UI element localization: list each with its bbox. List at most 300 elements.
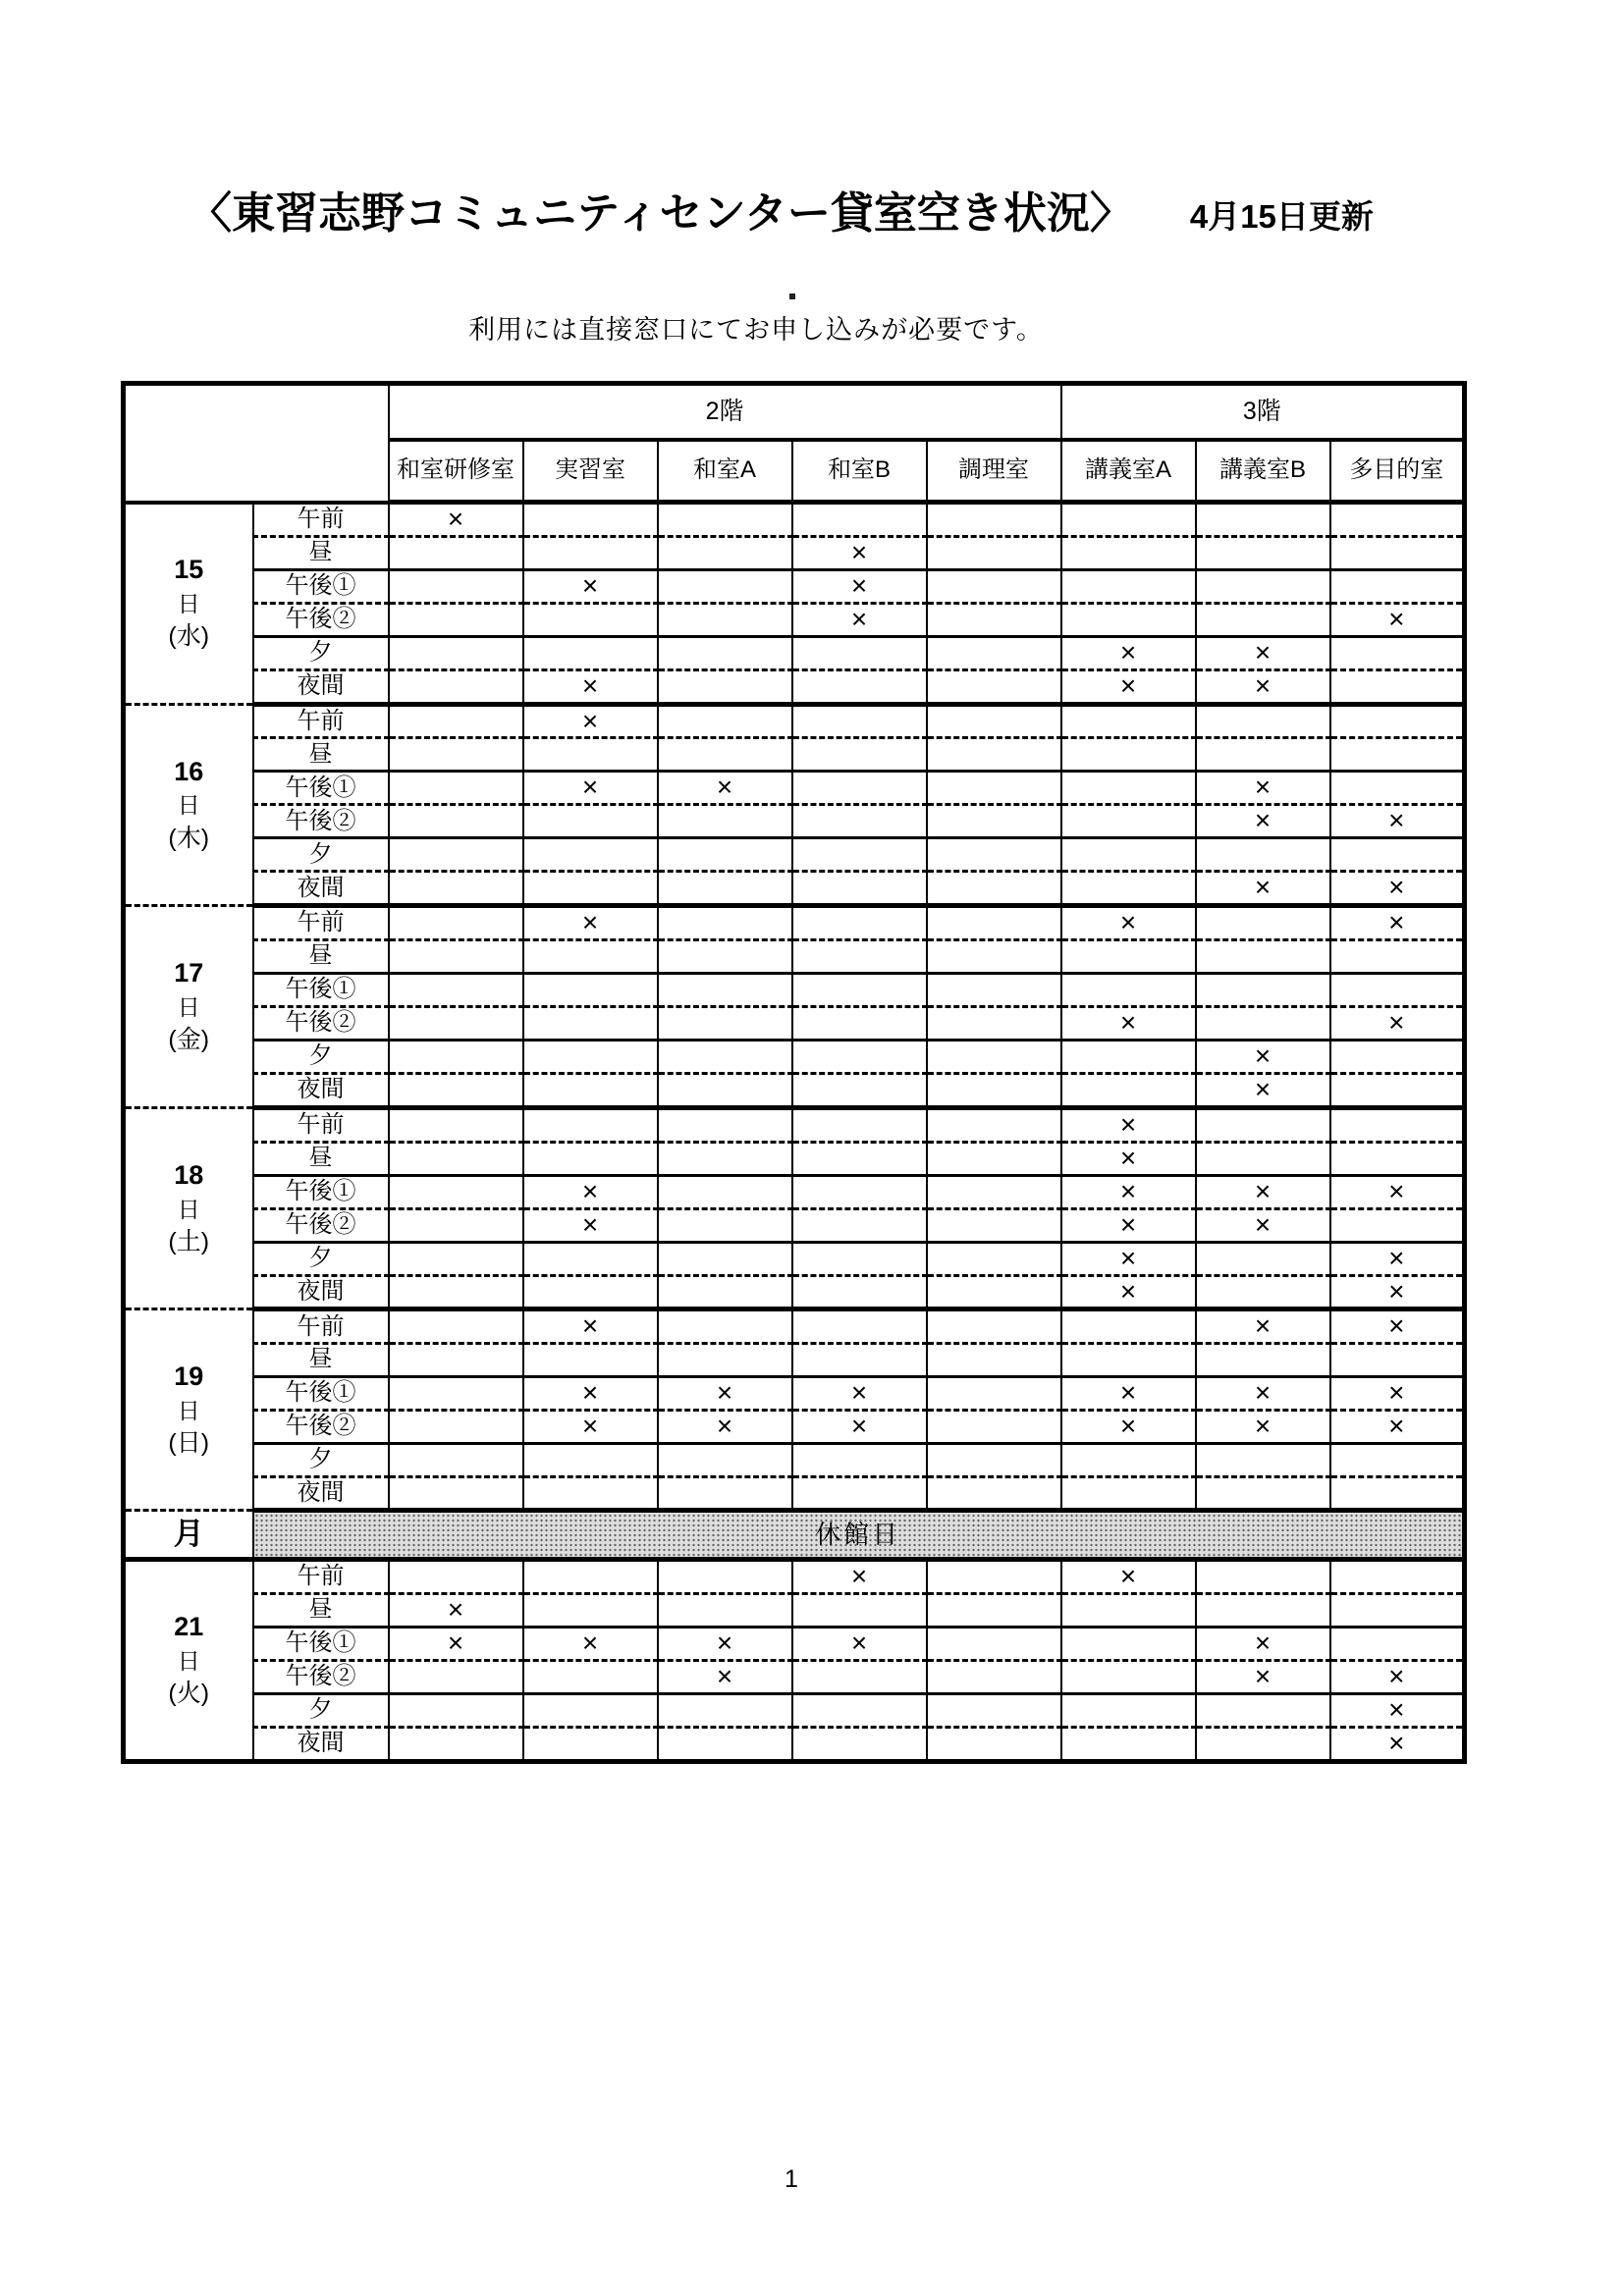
- availability-cell: ×: [1061, 636, 1196, 669]
- time-slot-label: 夕: [253, 838, 389, 872]
- availability-cell: ×: [523, 1377, 658, 1411]
- time-slot-label: 午後①: [253, 569, 389, 603]
- availability-cell: [792, 738, 927, 772]
- time-slot-row: [124, 1477, 1465, 1511]
- availability-cell: [389, 1142, 523, 1175]
- availability-cell: ×: [1330, 1660, 1465, 1693]
- availability-cell: [927, 569, 1061, 603]
- availability-cell: [389, 1242, 523, 1275]
- availability-table: [121, 381, 1467, 1764]
- availability-cell: ×: [1196, 1175, 1330, 1208]
- availability-cell: ×: [1061, 1175, 1196, 1208]
- availability-cell: [1196, 973, 1330, 1006]
- time-slot-row: [124, 669, 1465, 704]
- availability-cell: ×: [658, 1411, 792, 1444]
- time-slot-row: [124, 1275, 1465, 1309]
- availability-cell: ×: [792, 1377, 927, 1411]
- availability-cell: [792, 1175, 927, 1208]
- availability-cell: [658, 1242, 792, 1275]
- time-slot-label: 昼: [253, 1593, 389, 1627]
- availability-cell: ×: [658, 1377, 792, 1411]
- availability-cell: ×: [792, 1560, 927, 1594]
- availability-cell: [927, 1344, 1061, 1377]
- day-unit: 日: [177, 1397, 200, 1423]
- time-slot-row: [124, 1006, 1465, 1040]
- availability-cell: [389, 939, 523, 973]
- availability-cell: [927, 1727, 1061, 1761]
- availability-cell: ×: [1196, 1208, 1330, 1242]
- availability-cell: [1196, 906, 1330, 940]
- availability-cell: [389, 805, 523, 838]
- availability-cell: [792, 1344, 927, 1377]
- availability-cell: [792, 838, 927, 872]
- time-slot-row: [124, 536, 1465, 569]
- availability-cell: [1061, 603, 1196, 636]
- day-unit: 日: [177, 993, 200, 1020]
- availability-cell: ×: [1330, 872, 1465, 906]
- availability-cell: ×: [1061, 1377, 1196, 1411]
- availability-cell: [927, 872, 1061, 906]
- availability-cell: [523, 939, 658, 973]
- availability-cell: [523, 1040, 658, 1073]
- availability-cell: [1061, 1040, 1196, 1073]
- availability-cell: [792, 1142, 927, 1175]
- availability-cell: [792, 1208, 927, 1242]
- time-slot-label: 夜間: [253, 1477, 389, 1511]
- availability-cell: [658, 738, 792, 772]
- day-date: 16: [174, 756, 204, 786]
- availability-cell: [658, 1175, 792, 1208]
- availability-cell: [927, 704, 1061, 738]
- time-slot-label: 夜間: [253, 669, 389, 704]
- availability-cell: [792, 1444, 927, 1477]
- availability-cell: [927, 1560, 1061, 1594]
- availability-cell: [1061, 503, 1196, 537]
- availability-cell: [1330, 536, 1465, 569]
- availability-cell: ×: [389, 1627, 523, 1660]
- availability-cell: [658, 1275, 792, 1309]
- availability-cell: [927, 603, 1061, 636]
- day-cell: 月: [124, 1511, 253, 1560]
- availability-cell: [927, 1242, 1061, 1275]
- availability-cell: [1330, 939, 1465, 973]
- time-slot-row: [124, 939, 1465, 973]
- availability-cell: [927, 1309, 1061, 1344]
- availability-cell: [389, 1344, 523, 1377]
- availability-cell: [523, 838, 658, 872]
- availability-cell: [1330, 704, 1465, 738]
- availability-cell: [523, 1275, 658, 1309]
- day-date: 21: [174, 1612, 204, 1642]
- room-header: 多目的室: [1330, 440, 1465, 503]
- availability-cell: [658, 1309, 792, 1344]
- time-slot-label: 夕: [253, 636, 389, 669]
- availability-cell: [658, 1107, 792, 1142]
- availability-cell: [1196, 738, 1330, 772]
- availability-cell: [927, 1411, 1061, 1444]
- day-unit: 日: [177, 590, 200, 616]
- time-slot-label: 午前: [253, 1560, 389, 1594]
- availability-cell: [658, 838, 792, 872]
- availability-cell: ×: [1330, 1275, 1465, 1309]
- time-slot-label: 午後①: [253, 1627, 389, 1660]
- time-slot-label: 昼: [253, 738, 389, 772]
- availability-cell: [1330, 1344, 1465, 1377]
- time-slot-row: [124, 1727, 1465, 1761]
- availability-cell: [1061, 1073, 1196, 1107]
- availability-cell: [927, 939, 1061, 973]
- availability-cell: ×: [1196, 772, 1330, 805]
- availability-cell: ×: [1330, 603, 1465, 636]
- availability-cell: ×: [1330, 1693, 1465, 1727]
- time-slot-row: [124, 1175, 1465, 1208]
- availability-cell: ×: [523, 1309, 658, 1344]
- availability-cell: ×: [389, 503, 523, 537]
- time-slot-row: [124, 1411, 1465, 1444]
- time-slot-label: 夕: [253, 1040, 389, 1073]
- availability-cell: [927, 906, 1061, 940]
- availability-cell: [1061, 569, 1196, 603]
- availability-cell: [523, 1344, 658, 1377]
- day-cell: [124, 1309, 253, 1511]
- availability-cell: [1196, 1444, 1330, 1477]
- availability-cell: [658, 503, 792, 537]
- availability-cell: [927, 805, 1061, 838]
- availability-cell: [1330, 669, 1465, 704]
- availability-cell: ×: [1061, 1208, 1196, 1242]
- availability-cell: ×: [1061, 1560, 1196, 1594]
- availability-cell: [389, 1560, 523, 1594]
- availability-cell: ×: [1196, 1040, 1330, 1073]
- table-body: [124, 503, 1465, 1762]
- availability-cell: [1330, 636, 1465, 669]
- time-slot-row: [124, 838, 1465, 872]
- availability-cell: ×: [1061, 1411, 1196, 1444]
- time-slot-label: 午後②: [253, 1660, 389, 1693]
- availability-cell: ×: [1061, 1107, 1196, 1142]
- availability-cell: [1061, 1444, 1196, 1477]
- availability-cell: [1196, 1006, 1330, 1040]
- availability-cell: [389, 872, 523, 906]
- time-slot-row: [124, 805, 1465, 838]
- day-unit: 日: [177, 1196, 200, 1222]
- availability-cell: ×: [523, 569, 658, 603]
- availability-cell: [658, 1727, 792, 1761]
- availability-cell: [1196, 1242, 1330, 1275]
- availability-cell: [523, 1593, 658, 1627]
- time-slot-row: [124, 1593, 1465, 1627]
- availability-cell: [389, 772, 523, 805]
- time-slot-label: 昼: [253, 1142, 389, 1175]
- availability-cell: ×: [1330, 1175, 1465, 1208]
- time-slot-label: 午後②: [253, 603, 389, 636]
- availability-cell: [1330, 503, 1465, 537]
- availability-cell: ×: [1196, 669, 1330, 704]
- availability-cell: [1196, 704, 1330, 738]
- availability-cell: [658, 1477, 792, 1511]
- time-slot-label: 午後①: [253, 772, 389, 805]
- availability-cell: [523, 1006, 658, 1040]
- availability-cell: [389, 1727, 523, 1761]
- availability-cell: ×: [1196, 1309, 1330, 1344]
- availability-cell: [1061, 939, 1196, 973]
- availability-cell: [927, 636, 1061, 669]
- availability-cell: ×: [792, 536, 927, 569]
- time-slot-row: [124, 503, 1465, 537]
- day-cell: [124, 1560, 253, 1762]
- availability-cell: ×: [1330, 1309, 1465, 1344]
- availability-cell: [658, 939, 792, 973]
- time-slot-label: 夜間: [253, 1727, 389, 1761]
- availability-cell: [927, 1477, 1061, 1511]
- availability-cell: [927, 772, 1061, 805]
- availability-cell: [792, 1006, 927, 1040]
- day-date: 19: [174, 1362, 204, 1392]
- availability-cell: [658, 636, 792, 669]
- time-slot-label: 夕: [253, 1444, 389, 1477]
- availability-cell: [792, 1073, 927, 1107]
- time-slot-label: 午前: [253, 1107, 389, 1142]
- availability-cell: [389, 1444, 523, 1477]
- availability-cell: [1196, 1344, 1330, 1377]
- availability-cell: [658, 1560, 792, 1594]
- availability-cell: [523, 1444, 658, 1477]
- time-slot-label: 午後②: [253, 1208, 389, 1242]
- day-weekday: (火): [168, 1680, 210, 1708]
- availability-cell: ×: [523, 1627, 658, 1660]
- availability-cell: [523, 536, 658, 569]
- day-date: 15: [174, 555, 204, 585]
- availability-cell: [389, 1309, 523, 1344]
- availability-cell: [792, 503, 927, 537]
- availability-cell: [927, 503, 1061, 537]
- availability-cell: ×: [1330, 1727, 1465, 1761]
- time-slot-label: 午後①: [253, 1175, 389, 1208]
- table-head: [124, 384, 1465, 503]
- time-slot-row: [124, 636, 1465, 669]
- availability-cell: [1061, 738, 1196, 772]
- time-slot-label: 午前: [253, 503, 389, 537]
- room-header: 和室A: [658, 440, 792, 503]
- availability-cell: [792, 1693, 927, 1727]
- availability-cell: [927, 1142, 1061, 1175]
- availability-cell: [792, 973, 927, 1006]
- availability-cell: ×: [1330, 805, 1465, 838]
- availability-cell: [792, 1107, 927, 1142]
- availability-cell: [523, 1073, 658, 1107]
- availability-cell: ×: [523, 1175, 658, 1208]
- time-slot-row: [124, 1660, 1465, 1693]
- availability-cell: ×: [792, 569, 927, 603]
- availability-cell: [792, 1309, 927, 1344]
- availability-cell: [658, 1208, 792, 1242]
- time-slot-label: 夜間: [253, 1073, 389, 1107]
- availability-cell: [1061, 872, 1196, 906]
- availability-cell: [389, 973, 523, 1006]
- availability-cell: [523, 1242, 658, 1275]
- room-header: 和室研修室: [389, 440, 523, 503]
- availability-cell: [1196, 1275, 1330, 1309]
- availability-cell: [389, 1040, 523, 1073]
- availability-cell: [389, 906, 523, 940]
- corner-cell: [124, 384, 389, 503]
- floor-header-2f: 2階: [389, 384, 1061, 440]
- availability-cell: [1196, 1560, 1330, 1594]
- availability-cell: [1196, 536, 1330, 569]
- page-title: 〈東習志野コミュニティセンター貸室空き状況〉: [189, 189, 1133, 238]
- availability-cell: [523, 805, 658, 838]
- availability-cell: [1196, 1593, 1330, 1627]
- availability-cell: [927, 1444, 1061, 1477]
- availability-cell: [792, 1275, 927, 1309]
- availability-cell: [1330, 738, 1465, 772]
- availability-cell: [1061, 805, 1196, 838]
- availability-cell: ×: [1061, 669, 1196, 704]
- availability-cell: [1330, 1107, 1465, 1142]
- availability-cell: [927, 1660, 1061, 1693]
- availability-cell: [1330, 1477, 1465, 1511]
- availability-cell: [792, 1727, 927, 1761]
- availability-cell: [927, 1593, 1061, 1627]
- time-slot-label: 午前: [253, 906, 389, 940]
- time-slot-row: [124, 872, 1465, 906]
- time-slot-row: [124, 1377, 1465, 1411]
- availability-cell: [523, 1107, 658, 1142]
- availability-cell: [1330, 1142, 1465, 1175]
- time-slot-row: [124, 704, 1465, 738]
- time-slot-row: [124, 1627, 1465, 1660]
- time-slot-row: [124, 603, 1465, 636]
- time-slot-label: 夜間: [253, 872, 389, 906]
- availability-cell: [658, 1142, 792, 1175]
- time-slot-row: [124, 569, 1465, 603]
- time-slot-row: [124, 1344, 1465, 1377]
- availability-cell: [658, 872, 792, 906]
- day-date: 18: [174, 1159, 204, 1190]
- availability-cell: ×: [1061, 1142, 1196, 1175]
- availability-cell: [792, 1660, 927, 1693]
- availability-cell: [658, 1073, 792, 1107]
- availability-cell: [1061, 973, 1196, 1006]
- availability-cell: [389, 603, 523, 636]
- availability-cell: [1330, 569, 1465, 603]
- room-header: 実習室: [523, 440, 658, 503]
- availability-cell: [1061, 1593, 1196, 1627]
- time-slot-label: 夕: [253, 1693, 389, 1727]
- time-slot-label: 昼: [253, 536, 389, 569]
- availability-cell: [389, 569, 523, 603]
- availability-cell: [523, 973, 658, 1006]
- availability-cell: [1061, 1627, 1196, 1660]
- availability-cell: [1061, 1477, 1196, 1511]
- availability-cell: [792, 704, 927, 738]
- availability-cell: [523, 738, 658, 772]
- room-header: 和室B: [792, 440, 927, 503]
- availability-cell: ×: [1330, 1411, 1465, 1444]
- availability-cell: [658, 1593, 792, 1627]
- availability-cell: [1330, 1560, 1465, 1594]
- availability-cell: [927, 1040, 1061, 1073]
- availability-cell: [389, 1477, 523, 1511]
- time-slot-row: [124, 1560, 1465, 1594]
- availability-cell: [389, 536, 523, 569]
- day-cell: [124, 503, 253, 705]
- time-slot-row: [124, 1444, 1465, 1477]
- availability-cell: [1196, 838, 1330, 872]
- availability-cell: [792, 1040, 927, 1073]
- availability-cell: [927, 1006, 1061, 1040]
- availability-cell: [523, 603, 658, 636]
- availability-cell: [792, 669, 927, 704]
- availability-cell: [927, 1693, 1061, 1727]
- availability-cell: [1061, 704, 1196, 738]
- availability-cell: ×: [658, 1627, 792, 1660]
- availability-cell: ×: [792, 1411, 927, 1444]
- time-slot-row: [124, 906, 1465, 940]
- time-slot-row: [124, 1693, 1465, 1727]
- availability-cell: [389, 1411, 523, 1444]
- availability-cell: ×: [1196, 1377, 1330, 1411]
- availability-cell: [658, 1344, 792, 1377]
- availability-cell: [927, 536, 1061, 569]
- availability-cell: [792, 872, 927, 906]
- availability-cell: [1330, 1444, 1465, 1477]
- availability-cell: [1196, 503, 1330, 537]
- availability-cell: [792, 805, 927, 838]
- availability-cell: ×: [1196, 1660, 1330, 1693]
- availability-cell: [1330, 973, 1465, 1006]
- time-slot-row: [124, 1242, 1465, 1275]
- availability-cell: [927, 1275, 1061, 1309]
- availability-cell: [927, 1208, 1061, 1242]
- availability-cell: [1061, 772, 1196, 805]
- availability-cell: [1196, 1727, 1330, 1761]
- time-slot-label: 午後①: [253, 1377, 389, 1411]
- availability-cell: [1330, 772, 1465, 805]
- availability-cell: [389, 738, 523, 772]
- room-header: 講義室B: [1196, 440, 1330, 503]
- time-slot-label: 午後②: [253, 1411, 389, 1444]
- availability-cell: ×: [1196, 872, 1330, 906]
- availability-cell: ×: [523, 906, 658, 940]
- availability-cell: [1061, 1660, 1196, 1693]
- availability-cell: [1196, 1693, 1330, 1727]
- availability-cell: [927, 1377, 1061, 1411]
- closed-day-row: [124, 1511, 1465, 1560]
- availability-cell: [658, 603, 792, 636]
- availability-cell: ×: [523, 669, 658, 704]
- availability-cell: [1330, 1627, 1465, 1660]
- availability-cell: [1330, 1040, 1465, 1073]
- availability-cell: [1061, 1309, 1196, 1344]
- floor-header-3f: 3階: [1061, 384, 1465, 440]
- availability-cell: [792, 636, 927, 669]
- availability-cell: [1061, 838, 1196, 872]
- time-slot-row: [124, 1309, 1465, 1344]
- availability-cell: [389, 1660, 523, 1693]
- availability-cell: [523, 1727, 658, 1761]
- availability-cell: [792, 1477, 927, 1511]
- availability-cell: ×: [523, 704, 658, 738]
- availability-cell: [1061, 1693, 1196, 1727]
- floor-header-row: [124, 384, 1465, 440]
- availability-cell: [1196, 603, 1330, 636]
- availability-cell: [658, 1693, 792, 1727]
- availability-cell: ×: [658, 772, 792, 805]
- availability-cell: [523, 636, 658, 669]
- availability-cell: [658, 973, 792, 1006]
- availability-cell: [389, 1275, 523, 1309]
